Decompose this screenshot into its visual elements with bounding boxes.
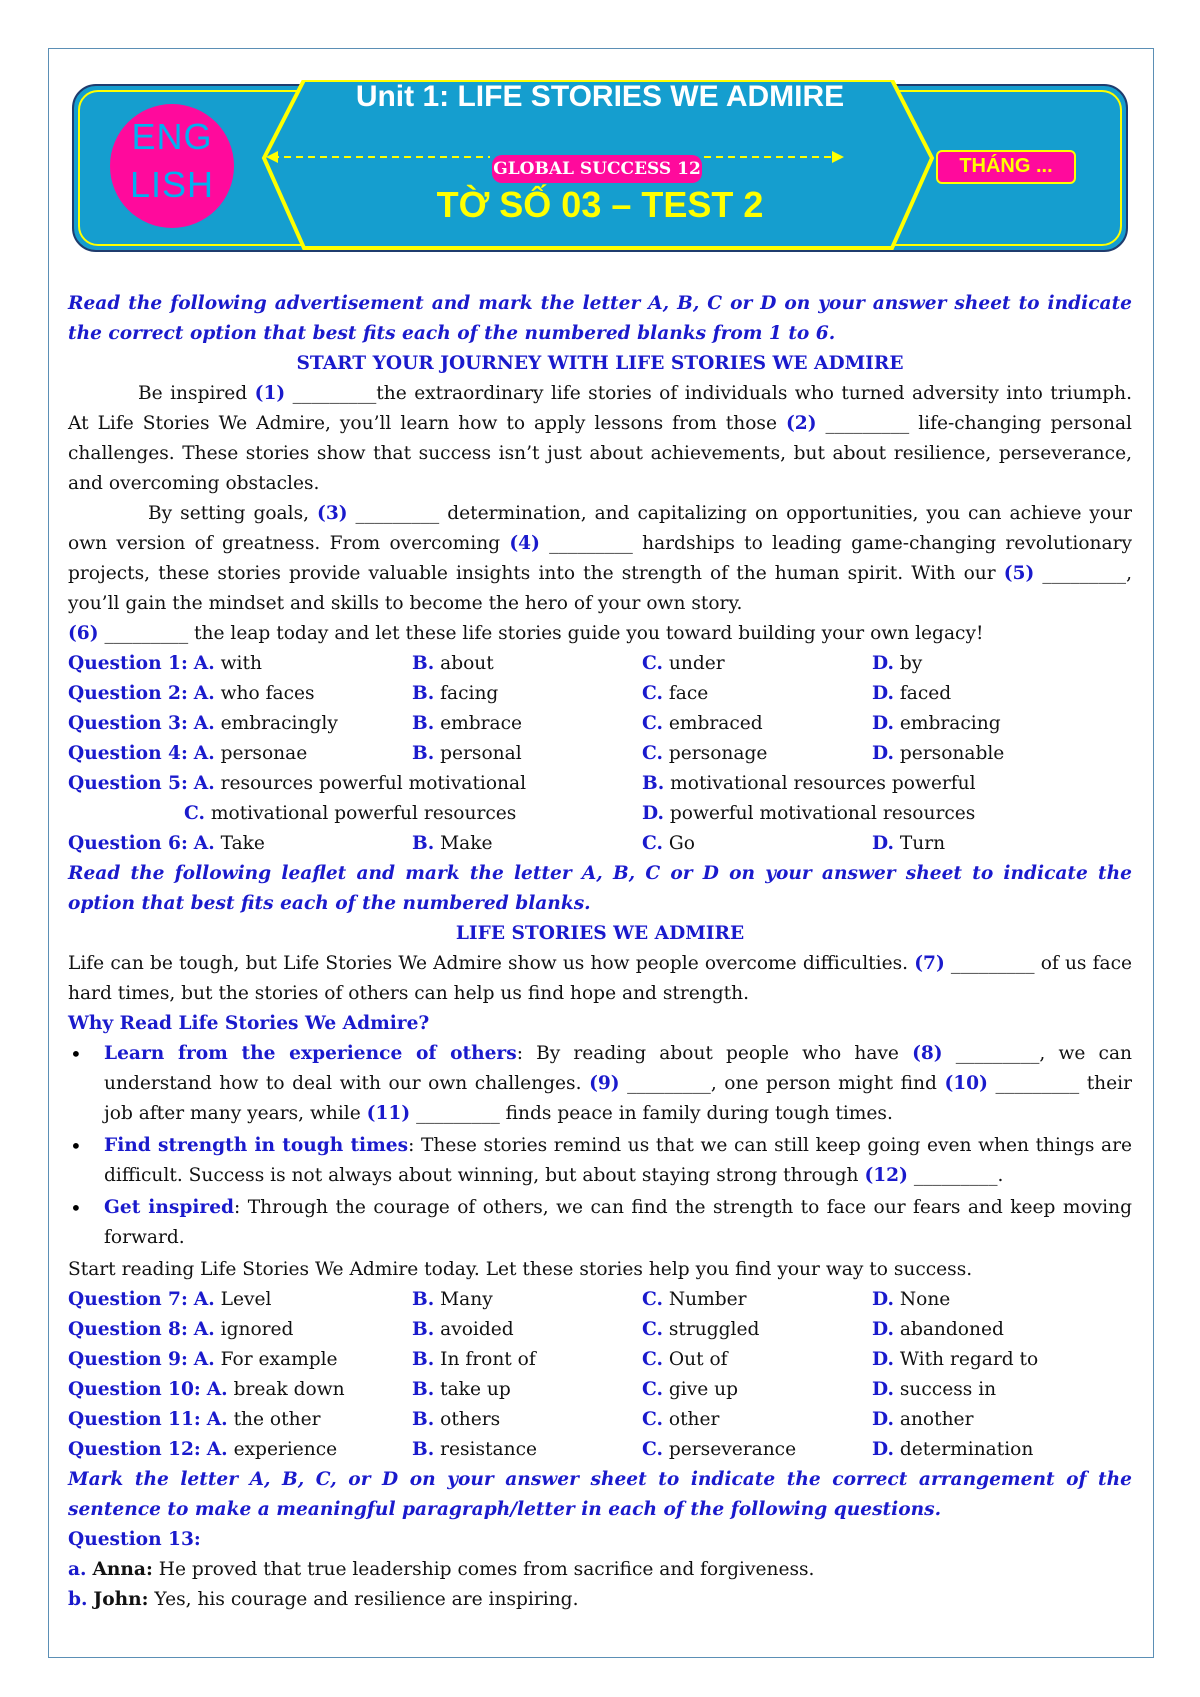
question-10: Question 10: A. break down B. take up C. give up D. success in [68,1379,997,1400]
q4-option-a[interactable]: personae [220,743,308,764]
passage1-paragraph3: (6) _________ the leap today and let these life stories guide you toward building your own legacy! [68,623,984,644]
q10-option-b[interactable]: take up [440,1379,511,1400]
why-read-heading: Why Read Life Stories We Admire? [68,1013,430,1034]
q5-option-c[interactable]: motivational powerful resources [210,803,517,824]
worksheet-content [68,289,1132,1615]
unit-title: Unit 1: LIFE STORIES WE ADMIRE [355,80,845,113]
q4-option-d[interactable]: personable [899,743,1005,764]
english-logo [110,104,234,228]
q1-option-a[interactable]: with [220,653,262,674]
passage1-paragraph1: Be inspired (1) _________the extraordinary life stories of individuals who turned adversity into triumph. At Life Stories We Admire, you’ll learn how to apply lessons from those (2) _________ life-changing personal challenges. These stories show that success isn’t just about achievements, but about resilience, perseverance, and overcoming obstacles. [68,383,1132,494]
q2-option-d[interactable]: faced [899,683,952,704]
q8-option-d[interactable]: abandoned [899,1319,1004,1340]
reasons-list [68,1039,1132,1253]
section1-instruction: Read the following advertisement and mark the letter A, B, C or D on your answer sheet to indicate the correct option that best fits each of the numbered blanks from 1 to 6. [68,293,1132,344]
q6-option-c[interactable]: Go [668,833,695,854]
q2-option-a[interactable]: who faces [220,683,315,704]
question-3: Question 3: A. embracingly B. embrace C. embraced D. embracing [68,713,1001,734]
q8-option-c[interactable]: struggled [668,1319,760,1340]
q4-option-c[interactable]: personage [668,743,768,764]
question-5: Question 5: A. resources powerful motivational B. motivational resources powerful [68,773,976,794]
q11-option-d[interactable]: another [899,1409,974,1430]
series-badge: GLOBAL SUCCESS 12 [492,155,702,183]
month-badge: THÁNG ... [936,150,1076,184]
q13-line-a: a. Anna: He proved that true leadership comes from sacrifice and forgiveness. [68,1559,815,1580]
q13-line-b: b. John: Yes, his courage and resilience are inspiring. [68,1589,579,1610]
q1-option-d[interactable]: by [899,653,923,674]
q11-option-c[interactable]: other [668,1409,720,1430]
header-banner [72,80,1128,252]
q5-option-b[interactable]: motivational resources powerful [670,773,976,794]
q10-option-a[interactable]: break down [233,1379,345,1400]
logo-line2: LISH [129,164,215,205]
q1-option-c[interactable]: under [668,653,725,674]
section3-instruction: Mark the letter A, B, C, or D on your answer sheet to indicate the correct arrangement of the sentence to make a meaningful paragraph/letter in each of the following questions. [68,1469,1132,1520]
q3-option-a[interactable]: embracingly [220,713,338,734]
q10-option-d[interactable]: success in [899,1379,997,1400]
question-13-label: Question 13: [68,1529,201,1550]
passage1-paragraph2: By setting goals, (3) _________ determination, and capitalizing on opportunities, you can achieve your own version of greatness. From overcoming (4) _________ hardships to leading game-changing revolutionary projects, these stories provide valuable insights into the strength of the human spirit. With our (5) _________, you’ll gain the mindset and skills to become the hero of your own story. [68,503,1132,614]
q12-option-b[interactable]: resistance [440,1439,537,1460]
q9-option-c[interactable]: Out of [668,1349,728,1370]
q3-option-b[interactable]: embrace [440,713,523,734]
q6-option-d[interactable]: Turn [899,833,946,854]
q9-option-b[interactable]: In front of [440,1349,536,1370]
q12-option-a[interactable]: experience [233,1439,338,1460]
question-12: Question 12: A. experience B. resistance C. perseverance D. determination [68,1439,1034,1460]
q8-option-a[interactable]: ignored [220,1319,294,1340]
q7-option-a[interactable]: Level [220,1289,272,1310]
q9-option-d[interactable]: With regard to [899,1349,1039,1370]
q2-option-b[interactable]: facing [440,683,499,704]
section2-instruction: Read the following leaflet and mark the letter A, B, C or D on your answer sheet to indicate the option that best fits each of the numbered blanks. [68,863,1132,914]
q7-option-b[interactable]: Many [440,1289,493,1310]
question-4: Question 4: A. personae B. personal C. personage D. personable [68,743,1005,764]
q12-option-c[interactable]: perseverance [668,1439,797,1460]
q5-option-a[interactable]: resources powerful motivational [220,773,527,794]
section2-title: LIFE STORIES WE ADMIRE [455,923,745,944]
question-9: Question 9: A. For example B. In front of C. Out of D. With regard to [68,1349,1039,1370]
q4-option-b[interactable]: personal [440,743,522,764]
q6-option-b[interactable]: Make [440,833,493,854]
q1-option-b[interactable]: about [440,653,494,674]
list-item: • Find strength in tough times: These stories remind us that we can still keep going even when things are difficult. Success is not always about winning, but about staying strong through (12) _________. [70,1134,1132,1186]
q3-option-d[interactable]: embracing [899,713,1001,734]
question-5-row2: C. motivational powerful resources D. powerful motivational resources [184,803,976,824]
leaflet-closing: Start reading Life Stories We Admire today. Let these stories help you find your way to success. [68,1259,973,1280]
q2-option-c[interactable]: face [668,683,709,704]
section1-title: START YOUR JOURNEY WITH LIFE STORIES WE ADMIRE [296,353,904,374]
q5-option-d[interactable]: powerful motivational resources [669,803,976,824]
q9-option-a[interactable]: For example [220,1349,338,1370]
question-11: Question 11: A. the other B. others C. other D. another [68,1409,974,1430]
sheet-title: TỜ SỐ 03 – TEST 2 [436,184,764,225]
q3-option-c[interactable]: embraced [668,713,763,734]
q12-option-d[interactable]: determination [899,1439,1034,1460]
question-6: Question 6: A. Take B. Make C. Go D. Turn [68,833,946,854]
list-item: • Get inspired: Through the courage of others, we can find the strength to face our fears and keep moving forward. [70,1196,1132,1248]
q7-option-d[interactable]: None [899,1289,951,1310]
q11-option-a[interactable]: the other [233,1409,321,1430]
question-1: Question 1: A. with B. about C. under D. by [68,653,923,674]
question-7: Question 7: A. Level B. Many C. Number D. None [68,1289,951,1310]
question-8: Question 8: A. ignored B. avoided C. struggled D. abandoned [68,1319,1004,1340]
q10-option-c[interactable]: give up [668,1379,739,1400]
list-item: • Learn from the experience of others: By reading about people who have (8) _________, we can understand how to deal with our own challenges. (9) _________, one person might find (10) _________ their job after many years, while (11) _________ finds peace in family during tough times. [70,1042,1133,1124]
question-2: Question 2: A. who faces B. facing C. face D. faced [68,683,952,704]
leaflet-intro: Life can be tough, but Life Stories We Admire show us how people overcome difficulties. (7) _________ of us face hard times, but the stories of others can help us find hope and strength. [68,953,1133,1004]
logo-line1: ENG [131,116,213,157]
q11-option-b[interactable]: others [440,1409,501,1430]
q7-option-c[interactable]: Number [668,1289,747,1310]
q6-option-a[interactable]: Take [220,833,265,854]
q8-option-b[interactable]: avoided [440,1319,514,1340]
